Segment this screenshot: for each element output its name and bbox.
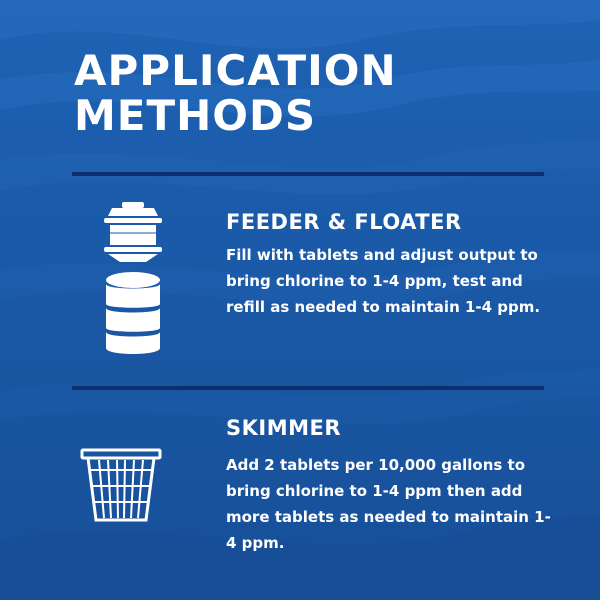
feeder-floater-icon	[96, 202, 170, 264]
skimmer-title: SKIMMER	[226, 416, 342, 440]
skimmer-instructions: Add 2 tablets per 10,000 gallons to bring chlorine to 1-4 ppm then add more tablets as needed to maintain 1-4 ppm.	[226, 456, 551, 552]
page-title: APPLICATION METHODS	[74, 46, 397, 140]
section-divider	[72, 386, 544, 390]
feeder-floater-title: FEEDER & FLOATER	[226, 210, 462, 234]
feeder-floater-instructions: Fill with tablets and adjust output to bring chlorine to 1-4 ppm, test and refill as needed to maintain 1-4 ppm.	[226, 246, 541, 316]
tablet-stack-icon	[104, 270, 162, 356]
section-divider	[72, 172, 544, 176]
skimmer-basket-icon	[80, 448, 162, 524]
